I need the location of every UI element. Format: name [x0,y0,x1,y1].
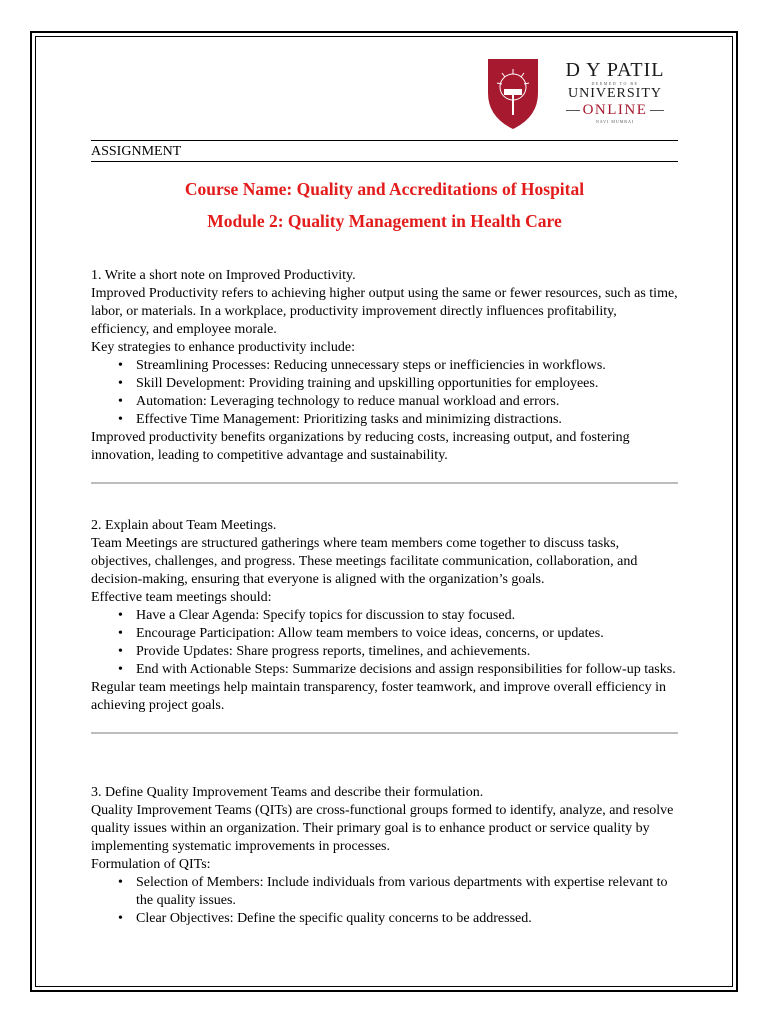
list-item: • Streamlining Processes: Reducing unnecessary steps or inefficiencies in workflows. [91,357,678,375]
bullet-list [91,357,678,429]
logo-university: UNIVERSITY [568,86,662,101]
list-item: • Selection of Members: Include individuals from various departments with expertise relevant to the quality issues. [91,874,678,910]
logo-name: D Y PATIL [565,59,665,81]
logo-online-text: ONLINE [582,102,648,118]
question-intro: Quality Improvement Teams (QITs) are cross-functional groups formed to identify, analyze, and resolve quality issues within an organization. Their primary goal is to enhance product or service quality by implementing systematic improvements in processes. [91,803,674,854]
question-title: 3. Define Quality Improvement Teams and describe their formulation. [91,785,484,800]
question-closing: Improved productivity benefits organizations by reducing costs, increasing output, and fostering innovation, leading to competitive advantage and sustainability. [91,430,630,463]
question-title: 1. Write a short note on Improved Productivity. [91,268,356,283]
list-item: • Provide Updates: Share progress reports, timelines, and achievements. [91,643,678,661]
logo-deemed: DEEMED TO BE [591,81,639,86]
logo-location: NAVI MUMBAI [595,119,635,124]
section-divider [91,482,678,484]
bullet-list [91,874,678,928]
question-section-1 [91,267,678,465]
question-title: 2. Explain about Team Meetings. [91,518,277,533]
question-intro: Team Meetings are structured gatherings where team members come together to discuss tasks, objectives, challenges, and progress. These meetings facilitate communication, collaboration, and decision-making, ensuring that everyone is aligned with the organization’s goals. [91,536,638,587]
section-divider [91,732,678,734]
header-rule-bottom [91,161,678,162]
question-closing: Regular team meetings help maintain transparency, foster teamwork, and improve overall efficiency in achieving project goals. [91,680,666,713]
question-intro: Improved Productivity refers to achieving higher output using the same or fewer resources, such as time, labor, or materials. In a workplace, productivity improvement directly influences profitability, efficiency, and employee morale. [91,286,678,337]
list-item: • Clear Objectives: Define the specific quality concerns to be addressed. [91,910,678,928]
list-item: • Automation: Leveraging technology to reduce manual workload and errors. [91,393,678,411]
bullet-lead: Effective team meetings should: [91,590,272,605]
header-rule-top [91,140,678,141]
module-heading: Module 2: Quality Management in Health Care [207,211,562,231]
logo-wordmark [550,59,680,125]
list-item: • Have a Clear Agenda: Specify topics for discussion to stay focused. [91,607,678,625]
bullet-lead: Key strategies to enhance productivity include: [91,340,355,355]
list-item: • Effective Time Management: Prioritizing tasks and minimizing distractions. [91,411,678,429]
list-item: • Encourage Participation: Allow team members to voice ideas, concerns, or updates. [91,625,678,643]
bullet-list [91,607,678,679]
bullet-lead: Formulation of QITs: [91,857,211,872]
question-section-3 [91,784,678,928]
assignment-label: ASSIGNMENT [91,144,182,159]
university-logo [476,47,680,135]
question-section-2 [91,517,678,715]
list-item: • End with Actionable Steps: Summarize decisions and assign responsibilities for follow-up tasks. [91,661,678,679]
crest-icon [476,47,550,135]
list-item: • Skill Development: Providing training and upskilling opportunities for employees. [91,375,678,393]
logo-online [550,102,680,119]
course-name-heading: Course Name: Quality and Accreditations of Hospital [184,179,585,199]
